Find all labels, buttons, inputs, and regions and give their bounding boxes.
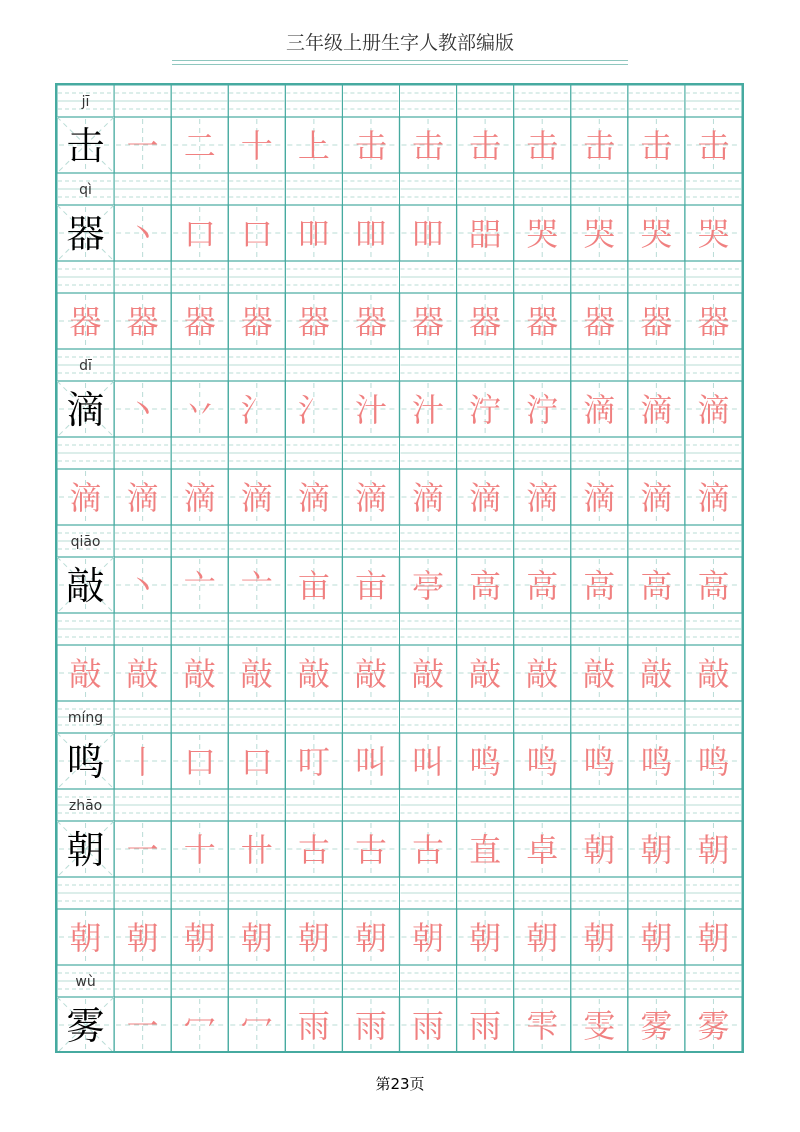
stroke-order-character: 击 [526,127,559,165]
practice-row [57,525,742,613]
stroke-order-character: 器 [697,303,730,341]
stroke-order-character: 古 [354,831,387,869]
stroke-order-character: 击 [354,127,387,165]
page-title: 三年级上册生字人教部编版 [285,32,514,54]
stroke-order-character: 器 [412,303,445,341]
stroke-order-character: 滴 [126,479,159,517]
stroke-order-character: 敲 [354,655,387,693]
stroke-order-character: 滴 [297,479,330,517]
stroke-order-character: 口 [240,743,273,781]
stroke-order-character: 滴 [240,479,273,517]
stroke-order-character: 哭 [640,215,673,253]
stroke-order-character: 高 [697,567,730,605]
stroke-order-character: 哭 [583,215,616,253]
stroke-order-character: 器 [69,303,102,341]
stroke-order-character: 滴 [697,391,730,429]
model-character: 雾 [66,1004,105,1048]
stroke-order-character: 叫 [412,743,445,781]
stroke-order-character: 丨 [126,743,159,781]
stroke-order-character: 鸣 [469,743,502,781]
stroke-order-character: 一 [126,831,159,869]
stroke-order-character: 哭 [697,215,730,253]
stroke-order-character: 滴 [183,479,216,517]
practice-row [57,173,742,261]
model-character: 敲 [66,564,105,608]
stroke-order-character: 上 [297,127,330,165]
page-number: 第23页 [375,1075,425,1093]
stroke-order-character: 朝 [583,919,616,957]
stroke-order-character: 滴 [526,479,559,517]
stroke-order-character: 朝 [697,831,730,869]
stroke-order-character: 雯 [583,1007,616,1045]
stroke-order-character: 朝 [297,919,330,957]
stroke-order-character: 朝 [640,919,673,957]
stroke-order-character: 一 [126,127,159,165]
model-character: 滴 [66,388,105,432]
stroke-order-character: 一 [126,1007,159,1045]
stroke-order-character: 泞 [469,391,502,429]
stroke-order-character: 丷 [183,391,216,429]
practice-row [57,437,742,525]
stroke-order-character: 朝 [412,919,445,957]
stroke-order-character: 亩 [354,567,387,605]
stroke-order-character: 直 [469,831,502,869]
practice-row [57,349,742,437]
stroke-order-character: 二 [183,127,216,165]
stroke-order-character: 敲 [297,655,330,693]
stroke-order-character: 高 [469,567,502,605]
stroke-order-character: 滴 [640,391,673,429]
stroke-order-character: 哭 [526,215,559,253]
stroke-order-character: 滴 [583,479,616,517]
stroke-order-character: 亠 [183,567,216,605]
stroke-order-character: 器 [240,303,273,341]
stroke-order-character: 器 [183,303,216,341]
practice-row [57,965,742,1051]
practice-row [57,613,742,701]
stroke-order-character: 器 [354,303,387,341]
stroke-order-character: 高 [583,567,616,605]
stroke-order-character: 朝 [354,919,387,957]
stroke-order-character: 器 [640,303,673,341]
stroke-order-character: 滴 [469,479,502,517]
stroke-order-character: 滴 [412,479,445,517]
stroke-order-character: 十 [240,127,273,165]
stroke-order-character: 高 [526,567,559,605]
stroke-order-character: 雨 [469,1007,502,1045]
stroke-order-character: 敲 [526,655,559,693]
stroke-order-character: 汁 [412,391,445,429]
practice-grid-canvas [57,85,742,1051]
stroke-order-character: 氵 [297,391,330,429]
stroke-order-character: 朝 [697,919,730,957]
practice-row [57,85,742,173]
stroke-order-character: 氵 [240,391,273,429]
stroke-order-character: 朝 [583,831,616,869]
stroke-order-character: 雾 [640,1007,673,1045]
stroke-order-character: 冖 [183,1007,216,1045]
stroke-order-character: 击 [697,127,730,165]
pinyin-label: zhāo [68,798,103,814]
model-character: 朝 [66,828,105,872]
stroke-order-character: 泞 [526,391,559,429]
pinyin-label: qiāo [70,534,101,550]
model-character: 鸣 [66,740,105,784]
title-underline-thin [172,64,628,65]
stroke-order-character: 朝 [526,919,559,957]
stroke-order-character: 雨 [297,1007,330,1045]
stroke-order-character: 朝 [469,919,502,957]
model-character: 器 [66,212,105,256]
stroke-order-character: 雨 [412,1007,445,1045]
stroke-order-character: 朝 [640,831,673,869]
stroke-order-character: 敲 [183,655,216,693]
stroke-order-character: 敲 [640,655,673,693]
stroke-order-character: 朝 [183,919,216,957]
stroke-order-character: 卄 [240,831,273,869]
practice-row [57,701,742,789]
pinyin-label: míng [67,710,104,726]
pinyin-label: jī [81,94,90,110]
stroke-order-character: 朝 [240,919,273,957]
stroke-order-character: 鸣 [640,743,673,781]
stroke-order-character: 口 [240,215,273,253]
stroke-order-character: 击 [640,127,673,165]
stroke-order-character: 滴 [583,391,616,429]
stroke-order-character: 吅 [412,215,445,253]
stroke-order-character: 古 [412,831,445,869]
stroke-order-character: 敲 [697,655,730,693]
title-underline [172,60,628,61]
stroke-order-character: 十 [183,831,216,869]
practice-grid [55,83,744,1053]
practice-row [57,877,742,965]
stroke-order-character: 雫 [526,1007,559,1045]
stroke-order-character: 敲 [412,655,445,693]
pinyin-label: dī [79,358,92,374]
stroke-order-character: 击 [583,127,616,165]
stroke-order-character: 丶 [126,391,159,429]
stroke-order-character: 击 [469,127,502,165]
pinyin-label: wù [75,974,96,990]
stroke-order-character: 器 [583,303,616,341]
stroke-order-character: 高 [640,567,673,605]
stroke-order-character: 雾 [697,1007,730,1045]
stroke-order-character: 鸣 [697,743,730,781]
stroke-order-character: 滴 [640,479,673,517]
stroke-order-character: 滴 [69,479,102,517]
stroke-order-character: 㗊 [469,215,502,253]
stroke-order-character: 雨 [354,1007,387,1045]
stroke-order-character: 口 [183,215,216,253]
stroke-order-character: 古 [297,831,330,869]
stroke-order-character: 器 [297,303,330,341]
stroke-order-character: 敲 [126,655,159,693]
stroke-order-character: 叫 [354,743,387,781]
stroke-order-character: 敲 [469,655,502,693]
stroke-order-character: 亠 [240,567,273,605]
stroke-order-character: 亩 [297,567,330,605]
stroke-order-character: 丶 [126,215,159,253]
stroke-order-character: 叮 [297,743,330,781]
stroke-order-character: 鸣 [583,743,616,781]
practice-row [57,789,742,877]
stroke-order-character: 器 [526,303,559,341]
stroke-order-character: 器 [469,303,502,341]
stroke-order-character: 敲 [69,655,102,693]
stroke-order-character: 敲 [583,655,616,693]
stroke-order-character: 亭 [412,567,445,605]
stroke-order-character: 汁 [354,391,387,429]
stroke-order-character: 吅 [297,215,330,253]
stroke-order-character: 卓 [526,831,559,869]
stroke-order-character: 敲 [240,655,273,693]
stroke-order-character: 器 [126,303,159,341]
model-character: 击 [66,124,105,168]
stroke-order-character: 口 [183,743,216,781]
practice-row [57,261,742,349]
stroke-order-character: 冖 [240,1007,273,1045]
stroke-order-character: 滴 [697,479,730,517]
stroke-order-character: 朝 [126,919,159,957]
stroke-order-character: 滴 [354,479,387,517]
stroke-order-character: 鸣 [526,743,559,781]
stroke-order-character: 击 [412,127,445,165]
stroke-order-character: 丶 [126,567,159,605]
stroke-order-character: 朝 [69,919,102,957]
stroke-order-character: 吅 [354,215,387,253]
pinyin-label: qì [79,182,92,198]
